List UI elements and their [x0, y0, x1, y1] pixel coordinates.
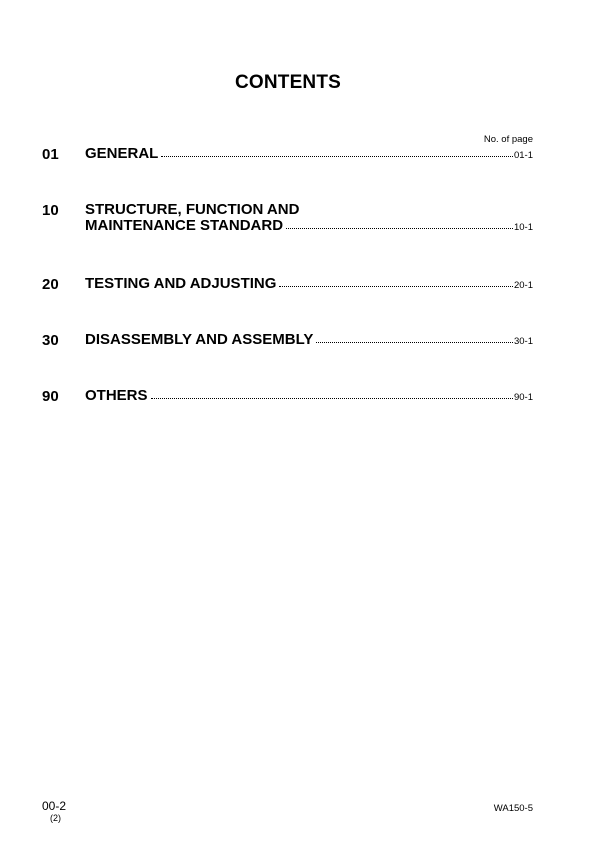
- toc-number: 01: [42, 146, 59, 163]
- footer-revision: (2): [50, 813, 61, 823]
- toc-title[interactable]: GENERAL: [85, 145, 159, 162]
- toc-number: 20: [42, 276, 59, 293]
- page-column-header: No. of page: [483, 134, 533, 145]
- toc-title[interactable]: DISASSEMBLY AND ASSEMBLY: [85, 331, 314, 348]
- toc-title[interactable]: OTHERS: [85, 387, 148, 404]
- toc-page-ref[interactable]: 10-1: [513, 222, 533, 233]
- toc-title-line-2[interactable]: MAINTENANCE STANDARD: [85, 217, 284, 234]
- toc-line: [85, 388, 533, 406]
- dot-leader: [286, 227, 513, 229]
- footer-page-number: 00-2: [42, 799, 67, 813]
- dot-leader: [161, 155, 513, 157]
- dot-leader: [279, 285, 513, 287]
- toc-body: [85, 332, 533, 350]
- toc-line: [85, 218, 533, 236]
- toc-page-ref[interactable]: 90-1: [513, 392, 533, 403]
- toc-body: [85, 276, 533, 294]
- toc-page-ref[interactable]: 30-1: [513, 336, 533, 347]
- toc-title-line-1[interactable]: STRUCTURE, FUNCTION AND: [85, 201, 300, 218]
- dot-leader: [316, 341, 513, 343]
- toc-number: 10: [42, 202, 59, 219]
- dot-leader: [151, 397, 513, 399]
- page-title: CONTENTS: [234, 72, 342, 93]
- toc-title[interactable]: TESTING AND ADJUSTING: [85, 275, 277, 292]
- toc-body: [85, 388, 533, 406]
- toc-number: 90: [42, 388, 59, 405]
- toc-body: [85, 146, 533, 164]
- toc-page-ref[interactable]: 01-1: [513, 150, 533, 161]
- footer-model: WA150-5: [493, 803, 533, 814]
- toc-number: 30: [42, 332, 59, 349]
- toc-line: [85, 202, 533, 218]
- toc-line: [85, 146, 533, 164]
- toc-body: [85, 202, 533, 236]
- toc-line: [85, 332, 533, 350]
- toc-line: [85, 276, 533, 294]
- toc-page-ref[interactable]: 20-1: [513, 280, 533, 291]
